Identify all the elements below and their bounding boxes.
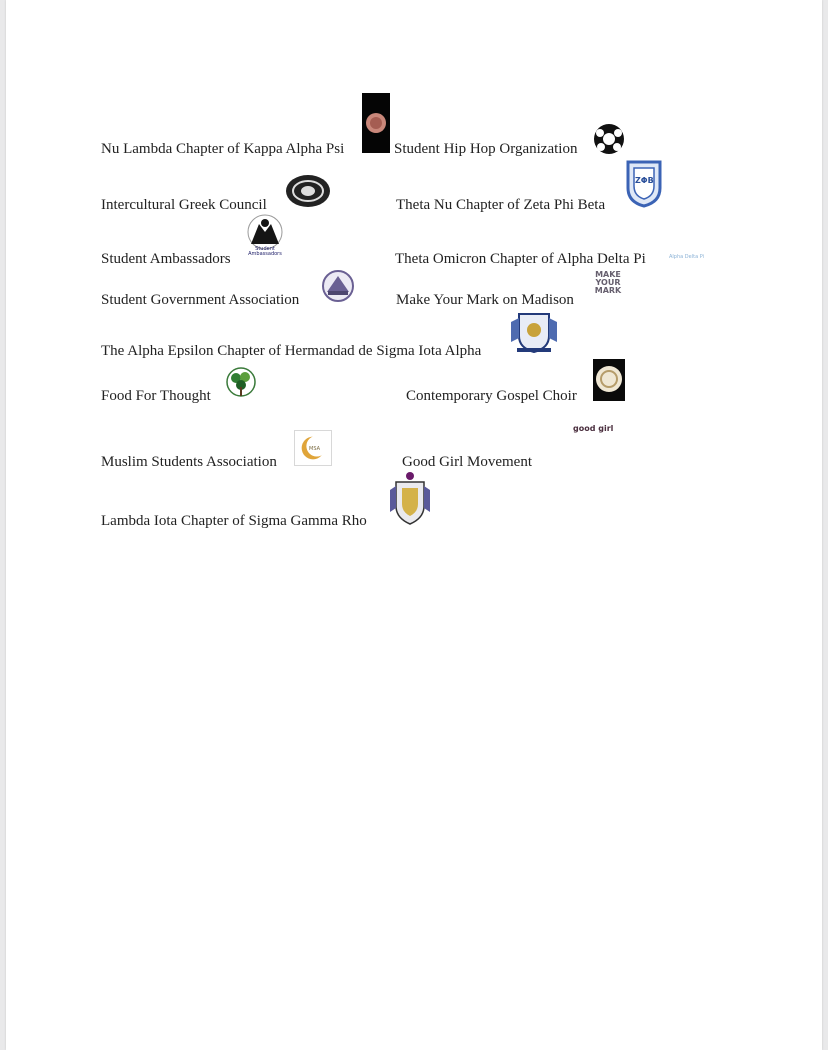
alphadelta-logo-icon (669, 250, 705, 264)
document-page (6, 0, 822, 1050)
mark-line-2: YOUR (595, 278, 621, 287)
org-zeta-phi-beta: Theta Nu Chapter of Zeta Phi Beta (396, 197, 606, 213)
org-make-your-mark: Make Your Mark on Madison (396, 292, 574, 308)
msa-logo-text: MSA (309, 446, 321, 452)
zeta-shield-text: ZΦB (635, 176, 654, 185)
sga-seal-icon (320, 270, 356, 302)
alphadelta-logo-text: Alpha Delta Pi (669, 254, 705, 260)
ambassadors-logo-icon (245, 214, 285, 260)
zeta-shield-icon (625, 158, 663, 208)
good-girl-logo-text: good girl (573, 424, 614, 433)
org-food-for-thought: Food For Thought (101, 388, 211, 404)
msa-crescent-icon (294, 430, 332, 466)
mark-line-3: MARK (594, 286, 622, 295)
food-thought-tree-icon (224, 367, 258, 399)
org-sigma-gamma-rho: Lambda Iota Chapter of Sigma Gamma Rho (101, 513, 367, 529)
org-contemporary-gospel-choir: Contemporary Gospel Choir (406, 388, 577, 404)
org-intercultural-greek-council: Intercultural Greek Council (101, 197, 267, 213)
kappa-logo-icon (362, 93, 390, 153)
org-muslim-students-association: Muslim Students Association (101, 454, 277, 470)
hiphop-soccer-ball-icon (593, 123, 625, 155)
org-student-ambassadors: Student Ambassadors (101, 251, 231, 267)
org-good-girl-movement: Good Girl Movement (402, 454, 532, 470)
org-student-government-association: Student Government Association (101, 292, 300, 308)
org-student-hip-hop: Student Hip Hop Organization (394, 141, 578, 157)
org-sigma-iota-alpha: The Alpha Epsilon Chapter of Hermandad de Sigma Iota Alpha (101, 343, 482, 359)
org-kappa-alpha-psi: Nu Lambda Chapter of Kappa Alpha Psi (101, 141, 345, 157)
org-alpha-delta-pi: Theta Omicron Chapter of Alpha Delta Pi (395, 251, 646, 267)
sgrho-crest-icon (388, 470, 432, 526)
gospel-choir-logo-icon (593, 359, 625, 401)
sigma-iota-crest-icon (509, 308, 559, 354)
good-girl-logo-icon (573, 424, 614, 438)
mark-line-1: MAKE (595, 270, 621, 279)
make-your-mark-logo-icon (593, 271, 623, 303)
greek-council-logo-icon (285, 174, 331, 208)
ambassadors-logo-text: Student Ambassadors (248, 246, 282, 257)
